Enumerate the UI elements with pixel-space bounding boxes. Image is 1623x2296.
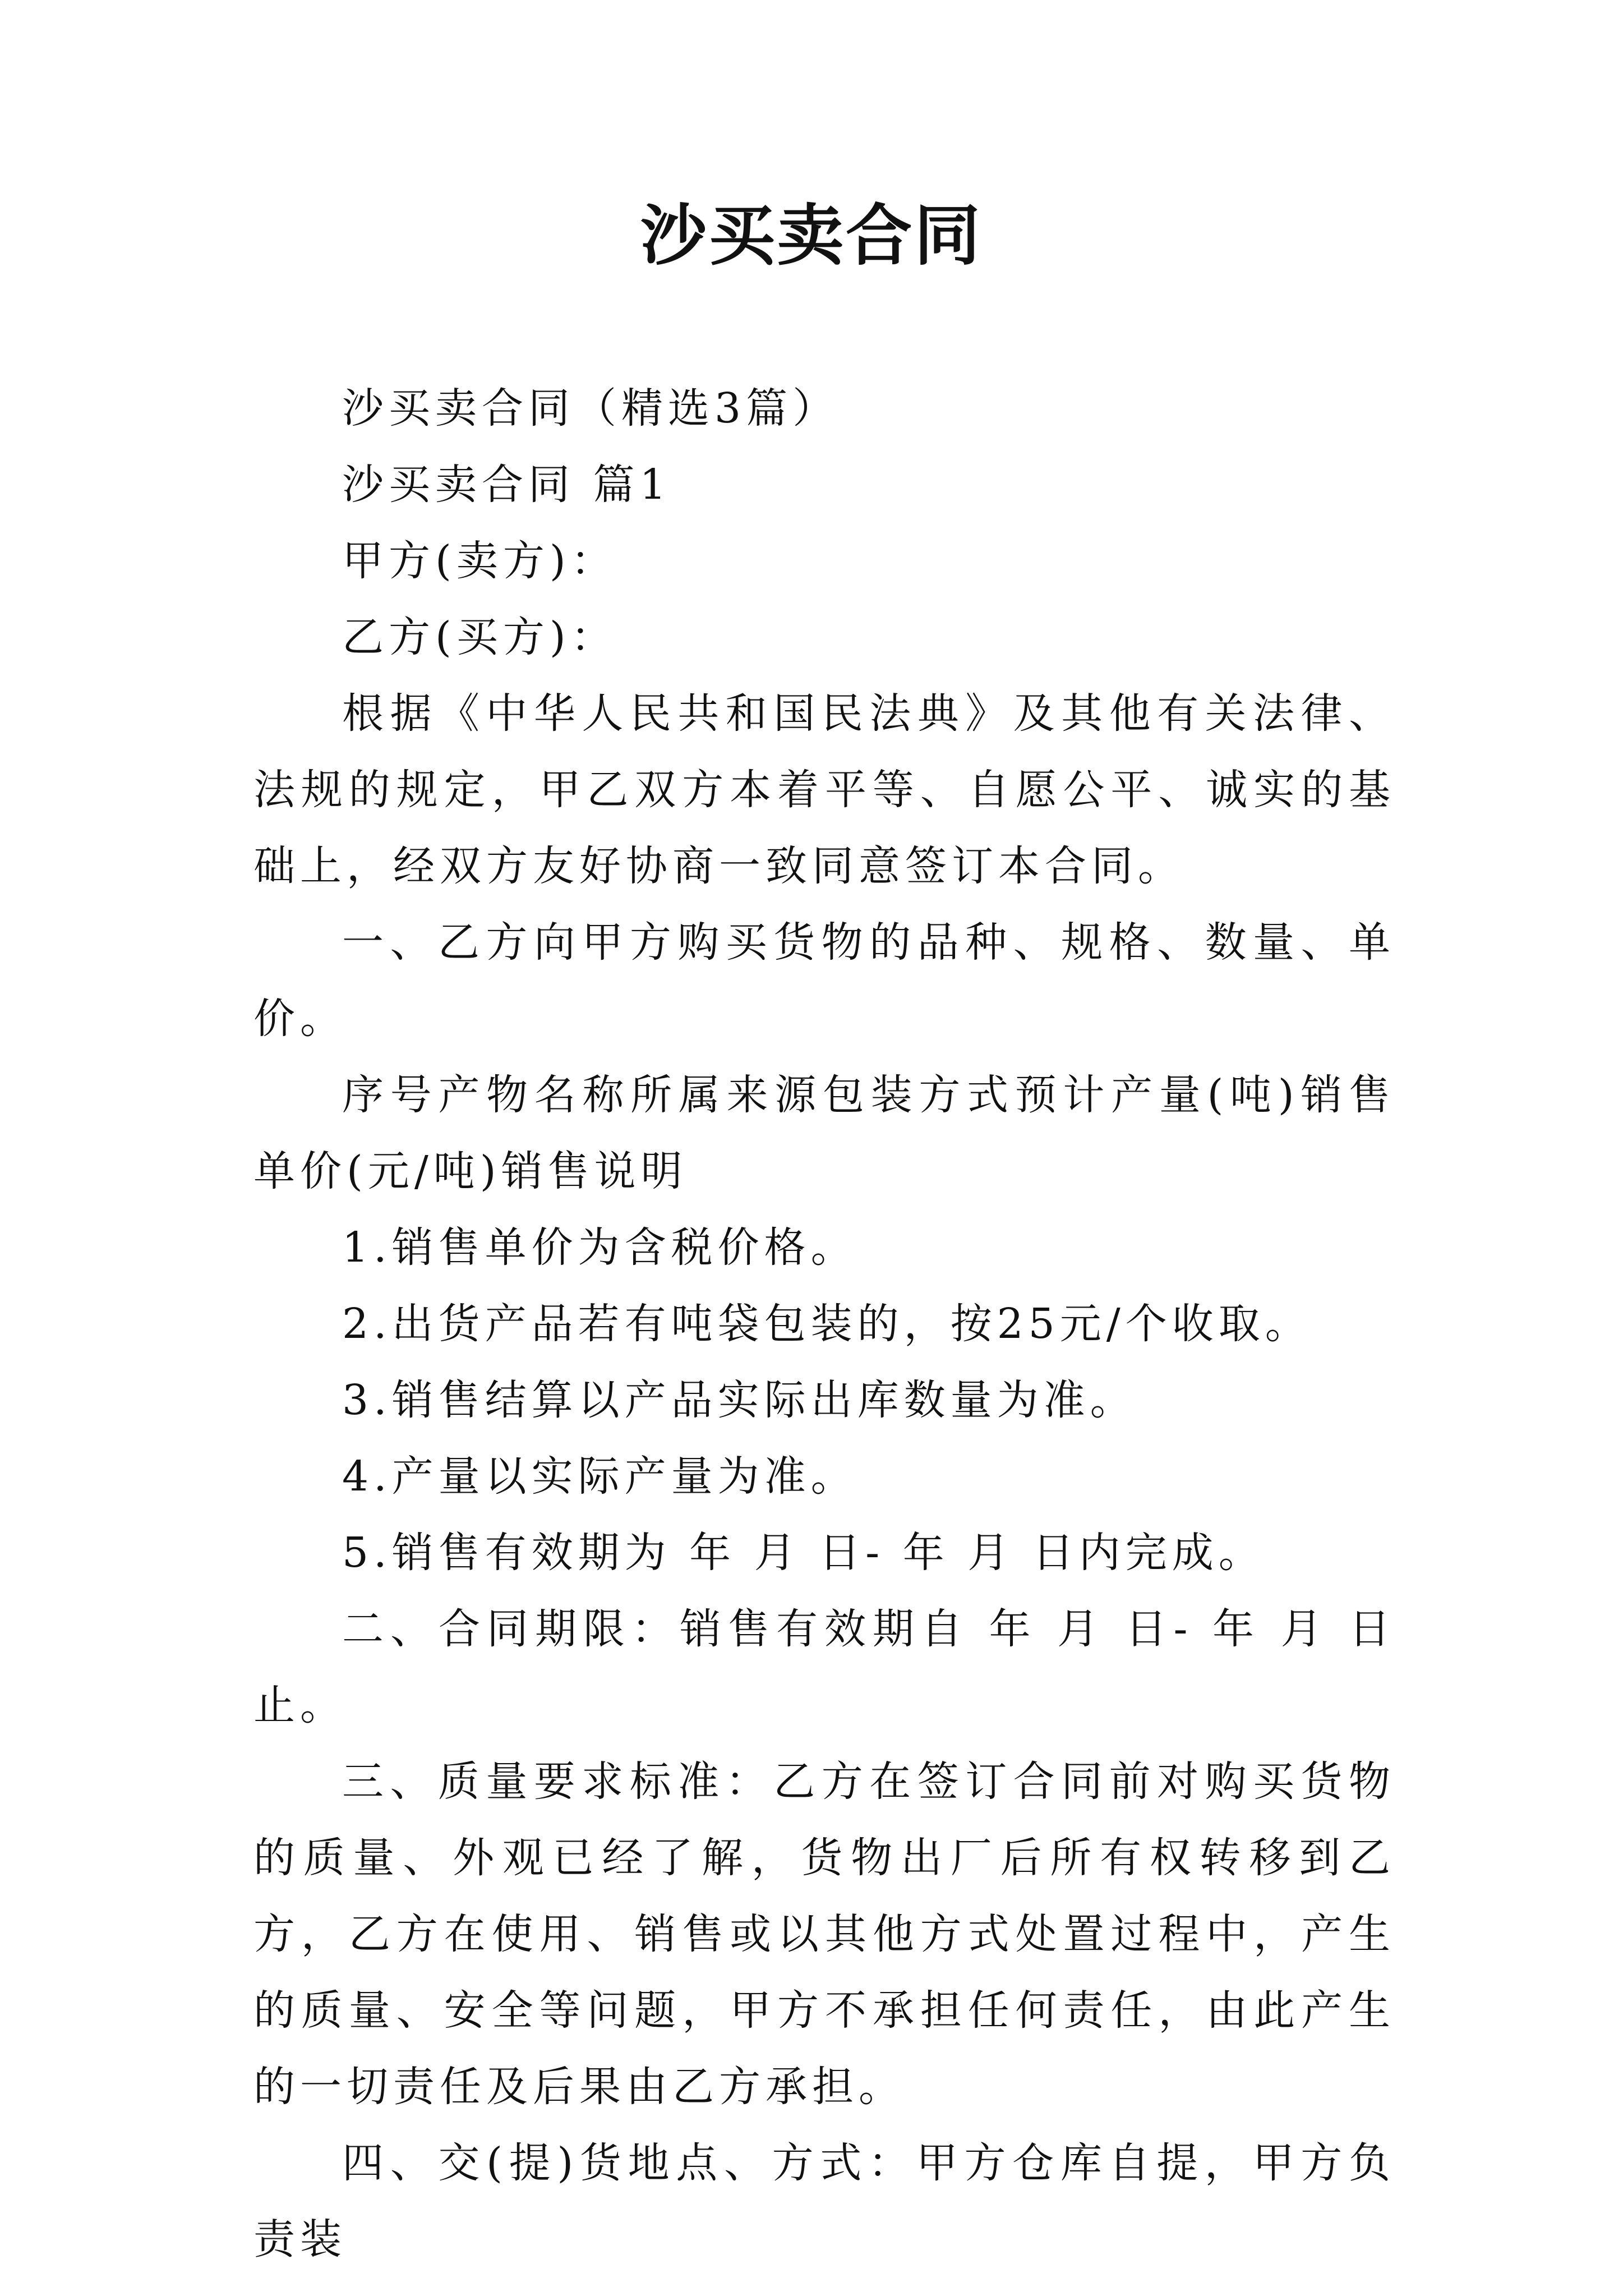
note-1: 1.销售单价为含税价格。 [342,1223,857,1272]
note-3: 3.销售结算以产品实际出库数量为准。 [342,1376,1137,1424]
clause-3-quality: 三、质量要求标准：乙方在签订合同前对购买货物的质量、外观已经了解，货物出厂后所有权转移到乙方，乙方在使用、销售或以其他方式处置过程中，产生的质量、安全等问题，甲方不承担任何责任，由此产生的一切责任及后果由乙方承担。 [253,1757,1395,2111]
collection-heading: 沙买卖合同（精选3篇） [342,384,840,432]
clause-2-term: 二、合同期限：销售有效期自 年 月 日- 年 月 日止。 [253,1605,1395,1729]
document-body [253,370,1395,2277]
article-heading: 沙买卖合同 篇1 [342,461,671,509]
document-title: 沙买卖合同 [640,196,983,274]
note-2: 2.出货产品若有吨袋包装的，按25元/个收取。 [342,1300,1312,1348]
preamble-paragraph: 根据《中华人民共和国民法典》及其他有关法律、法规的规定，甲乙双方本着平等、自愿公平、诚实的基础上，经双方友好协商一致同意签订本合同。 [253,689,1395,890]
note-5: 5.销售有效期为 年 月 日- 年 月 日内完成。 [342,1529,1265,1577]
clause-1-heading: 一、乙方向甲方购买货物的品种、规格、数量、单价。 [253,918,1395,1043]
party-b-line: 乙方(买方)： [342,613,617,661]
goods-table-header-text: 序号产物名称所属来源包装方式预计产量(吨)销售单价(元/吨)销售说明 [253,1071,1395,1195]
party-a-line: 甲方(卖方)： [342,537,617,585]
clause-4-delivery: 四、交(提)货地点、方式：甲方仓库自提，甲方负责装 [253,2139,1395,2263]
note-4: 4.产量以实际产量为准。 [342,1452,857,1501]
